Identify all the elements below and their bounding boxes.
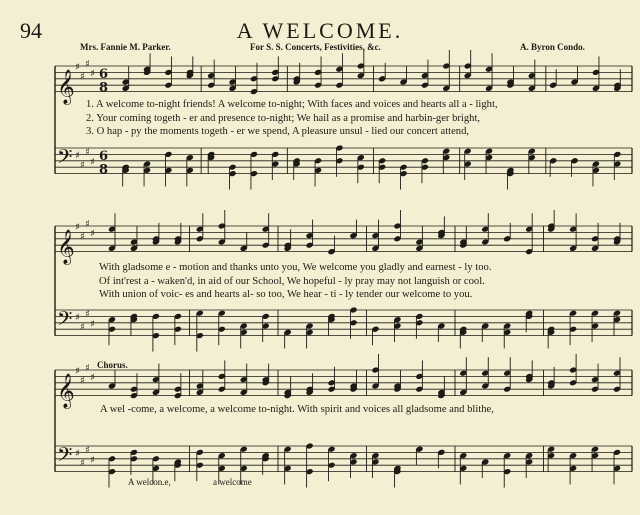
lyricist-credit: Mrs. Fannie M. Parker.	[80, 42, 171, 52]
key-signature-sharp: ♯	[90, 318, 95, 330]
bass-lyric: a welcome	[213, 477, 252, 487]
key-signature-sharp: ♯	[90, 156, 95, 168]
verse-line: With gladsome e - motion and thanks unto you, We welcome you gladly and earnest - ly too.	[99, 262, 492, 273]
bass-lyric: A welcon.e,	[128, 477, 171, 487]
key-signature-sharp: ♯	[90, 68, 95, 80]
key-signature-sharp: ♯	[75, 312, 80, 324]
key-signature-sharp: ♯	[90, 372, 95, 384]
bass-clef: 𝄢	[57, 443, 73, 472]
key-signature-sharp: ♯	[85, 309, 90, 321]
key-signature-sharp: ♯	[75, 62, 80, 73]
key-signature-sharp: ♯	[85, 362, 90, 374]
key-signature-sharp: ♯	[90, 228, 95, 240]
key-signature-sharp: ♯	[80, 458, 85, 469]
time-signature: 8	[99, 162, 109, 178]
time-signature: 6	[99, 66, 109, 82]
verse-line: 2. Your coming togeth - er and presence to-night; We hail as a promise and harbin-ger bright,	[86, 113, 481, 124]
key-signature-sharp: ♯	[85, 147, 90, 159]
occasion-credit: For S. S. Concerts, Festivities, &c.	[250, 42, 381, 52]
verse-line: Of int'rest a - waken'd, in aid of our School, We hopeful - ly pray may not languish or cool.	[99, 276, 485, 287]
key-signature-sharp: ♯	[75, 448, 80, 460]
page-number: 94	[20, 18, 42, 43]
time-signature: 6	[99, 148, 109, 164]
key-signature-sharp: ♯	[80, 71, 85, 83]
verse-line: With union of voic- es and hearts al- so too, We hear - ti - ly tender our welcome to you.	[99, 289, 473, 300]
key-signature-sharp: ♯	[85, 218, 90, 230]
composer-credit: A. Byron Condo.	[520, 42, 585, 52]
key-signature-sharp: ♯	[85, 58, 90, 70]
treble-clef: 𝄞	[57, 373, 75, 409]
chorus-label: Chorus.	[97, 360, 128, 370]
verse-line: 3. O hap - py the moments togeth - er we spend, A pleasure unsul - lied our concert attend,	[86, 126, 470, 137]
treble-clef: 𝄞	[57, 69, 75, 105]
key-signature-sharp: ♯	[80, 160, 85, 171]
key-signature-sharp: ♯	[80, 322, 85, 333]
bass-clef: 𝄢	[57, 307, 73, 336]
key-signature-sharp: ♯	[80, 231, 85, 243]
time-signature: 8	[99, 80, 109, 96]
key-signature-sharp: ♯	[75, 150, 80, 162]
key-signature-sharp: ♯	[75, 366, 80, 377]
bass-clef: 𝄢	[57, 145, 73, 174]
key-signature-sharp: ♯	[90, 454, 95, 466]
key-signature-sharp: ♯	[85, 445, 90, 457]
chorus-line: A wel -come, a welcome, a welcome to-night. With spirit and voices all gladsome and blithe,	[100, 404, 494, 415]
key-signature-sharp: ♯	[75, 222, 80, 233]
treble-clef: 𝄞	[57, 229, 75, 265]
key-signature-sharp: ♯	[80, 375, 85, 387]
verse-line: 1. A welcome to-night friends! A welcome to-night; With faces and voices and hearts all a - light,	[86, 99, 498, 110]
page-title: A WELCOME.	[236, 18, 404, 43]
